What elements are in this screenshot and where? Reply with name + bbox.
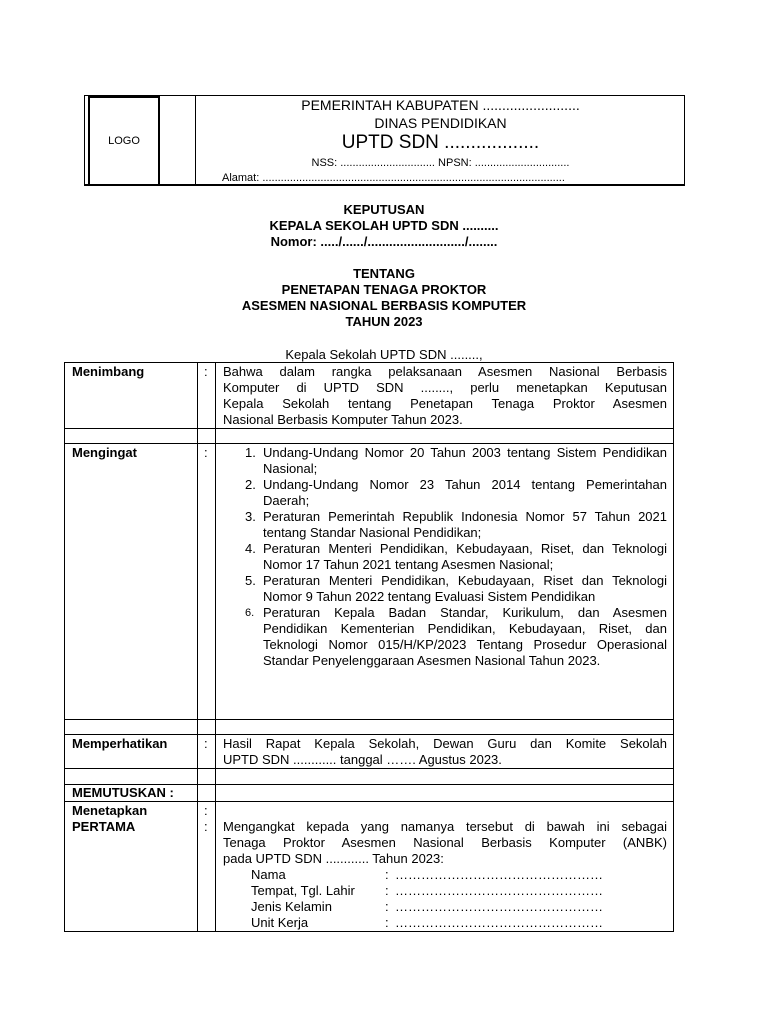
field-row-unit-kerja — [251, 915, 671, 931]
table-line — [64, 734, 674, 735]
menimbang-line: Nasional Berbasis Komputer Tahun 2023. — [223, 412, 463, 427]
list-number: 5. — [245, 573, 256, 588]
about-heading: TENTANG — [353, 266, 415, 281]
about-year: TAHUN 2023 — [345, 314, 423, 329]
list-text: Peraturan Kepala Badan Standar, Kurikulum, dan Asesmen Pendidikan Kementerian Pendidikan, Kebudayaan, Riset, dan Teknologi Nomor 015/H/KP/2023 Tentang Prosedur Operasional Standar Penyelenggaraan Asesmen Nasional Tahun 2023. — [263, 605, 667, 668]
colon: : — [204, 364, 208, 379]
decree-issuer: KEPALA SEKOLAH UPTD SDN .......... — [269, 218, 499, 233]
field-row-nama — [251, 867, 671, 883]
menimbang-label: Menimbang — [72, 364, 145, 379]
field-separator: : — [385, 915, 389, 930]
menetapkan-label: Menetapkan — [72, 803, 148, 818]
list-text: Peraturan Menteri Pendidikan, Kebudayaan, Riset, dan Teknologi Nomor 17 Tahun 2021 tentang Asesmen Nasional; — [263, 541, 667, 572]
table-border-right — [673, 362, 674, 932]
list-text: Undang-Undang Nomor 20 Tahun 2003 tentang Sistem Pendidikan Nasional; — [263, 445, 667, 476]
field-label: Unit Kerja — [251, 915, 309, 930]
field-row-jenis-kelamin — [251, 899, 671, 915]
list-number: 3. — [245, 509, 256, 524]
pertama-label: PERTAMA — [72, 819, 136, 834]
kop-address: Alamat: ................................................................................................... — [222, 172, 565, 184]
table-column-divider — [197, 362, 198, 932]
list-number: 2. — [245, 477, 256, 492]
salutation: Kepala Sekolah UPTD SDN ........, — [285, 347, 483, 362]
logo-label: LOGO — [108, 135, 140, 147]
mengingat-label: Mengingat — [72, 445, 137, 460]
memperhatikan-text — [223, 736, 667, 768]
about-line-2: ASESMEN NASIONAL BERBASIS KOMPUTER — [241, 298, 527, 313]
field-row-ttl — [251, 883, 671, 899]
field-separator: : — [385, 883, 389, 898]
field-label: Nama — [251, 867, 286, 882]
decree-number: Nomor: ...../....../.........................../........ — [270, 234, 498, 249]
kop-school-name: UPTD SDN .................. — [341, 132, 540, 153]
pertama-line: pada UPTD SDN ............ Tahun 2023: — [223, 851, 444, 866]
table-line — [64, 801, 674, 802]
colon: : — [204, 803, 208, 818]
menimbang-line: Bahwa dalam rangka pelaksanaan Asesmen Nasional Berbasis — [223, 364, 667, 379]
memutuskan-label: MEMUTUSKAN : — [72, 785, 174, 800]
table-line — [64, 428, 674, 429]
list-item — [223, 445, 667, 477]
field-value: ………………………………………… — [395, 867, 603, 882]
field-value: ………………………………………… — [395, 899, 603, 914]
table-column-divider — [215, 362, 216, 932]
kop-nss-npsn: NSS: ............................... NPSN: ............................... — [311, 157, 570, 169]
kop-government: PEMERINTAH KABUPATEN ......................... — [301, 97, 580, 113]
field-label: Jenis Kelamin — [251, 899, 332, 914]
list-item — [223, 509, 667, 541]
field-value: ………………………………………… — [395, 915, 603, 930]
table-line — [64, 362, 674, 363]
field-label: Tempat, Tgl. Lahir — [251, 883, 355, 898]
colon: : — [204, 445, 208, 460]
pertama-line: Mengangkat kepada yang namanya tersebut di bawah ini sebagai — [223, 819, 667, 834]
field-value: ………………………………………… — [395, 883, 603, 898]
decree-title: KEPUTUSAN — [343, 202, 425, 217]
table-line — [64, 931, 674, 932]
list-text: Peraturan Menteri Pendidikan, Kebudayaan, Riset dan Teknologi Nomor 9 Tahun 2022 tentang Evaluasi Sistem Pendidikan — [263, 573, 667, 604]
list-item — [223, 573, 667, 605]
list-item — [223, 605, 667, 669]
menimbang-line: Komputer di UPTD SDN ........, perlu menetapkan Keputusan — [223, 380, 667, 395]
list-number: 1. — [245, 445, 256, 460]
memperhatikan-line: UPTD SDN ............ tanggal ……. Agustus 2023. — [223, 752, 502, 767]
menimbang-line: Kepala Sekolah tentang Penetapan Tenaga Proktor Asesmen — [223, 396, 667, 411]
list-number: 4. — [245, 541, 256, 556]
about-line-1: PENETAPAN TENAGA PROKTOR — [281, 282, 487, 297]
field-separator: : — [385, 867, 389, 882]
list-item — [223, 541, 667, 573]
memperhatikan-label: Memperhatikan — [72, 736, 168, 751]
field-separator: : — [385, 899, 389, 914]
list-text: Peraturan Pemerintah Republik Indonesia Nomor 57 Tahun 2021 tentang Standar Nasional Pendidikan; — [263, 509, 667, 540]
logo-placeholder — [88, 96, 160, 186]
table-border-left — [64, 362, 65, 932]
list-text: Undang-Undang Nomor 23 Tahun 2014 tentang Pemerintahan Daerah; — [263, 477, 667, 508]
colon: : — [204, 736, 208, 751]
table-line — [64, 719, 674, 720]
table-line — [64, 443, 674, 444]
memperhatikan-line: Hasil Rapat Kepala Sekolah, Dewan Guru dan Komite Sekolah — [223, 736, 667, 751]
list-number: 6. — [245, 607, 255, 619]
pertama-text — [223, 819, 667, 867]
kop-department: DINAS PENDIDIKAN — [374, 115, 507, 131]
pertama-line: Tenaga Proktor Asesmen Nasional Berbasis Komputer (ANBK) — [223, 835, 667, 850]
table-line — [64, 768, 674, 769]
mengingat-list — [223, 445, 667, 669]
list-item — [223, 477, 667, 509]
menimbang-text — [223, 364, 667, 428]
colon: : — [204, 819, 208, 834]
